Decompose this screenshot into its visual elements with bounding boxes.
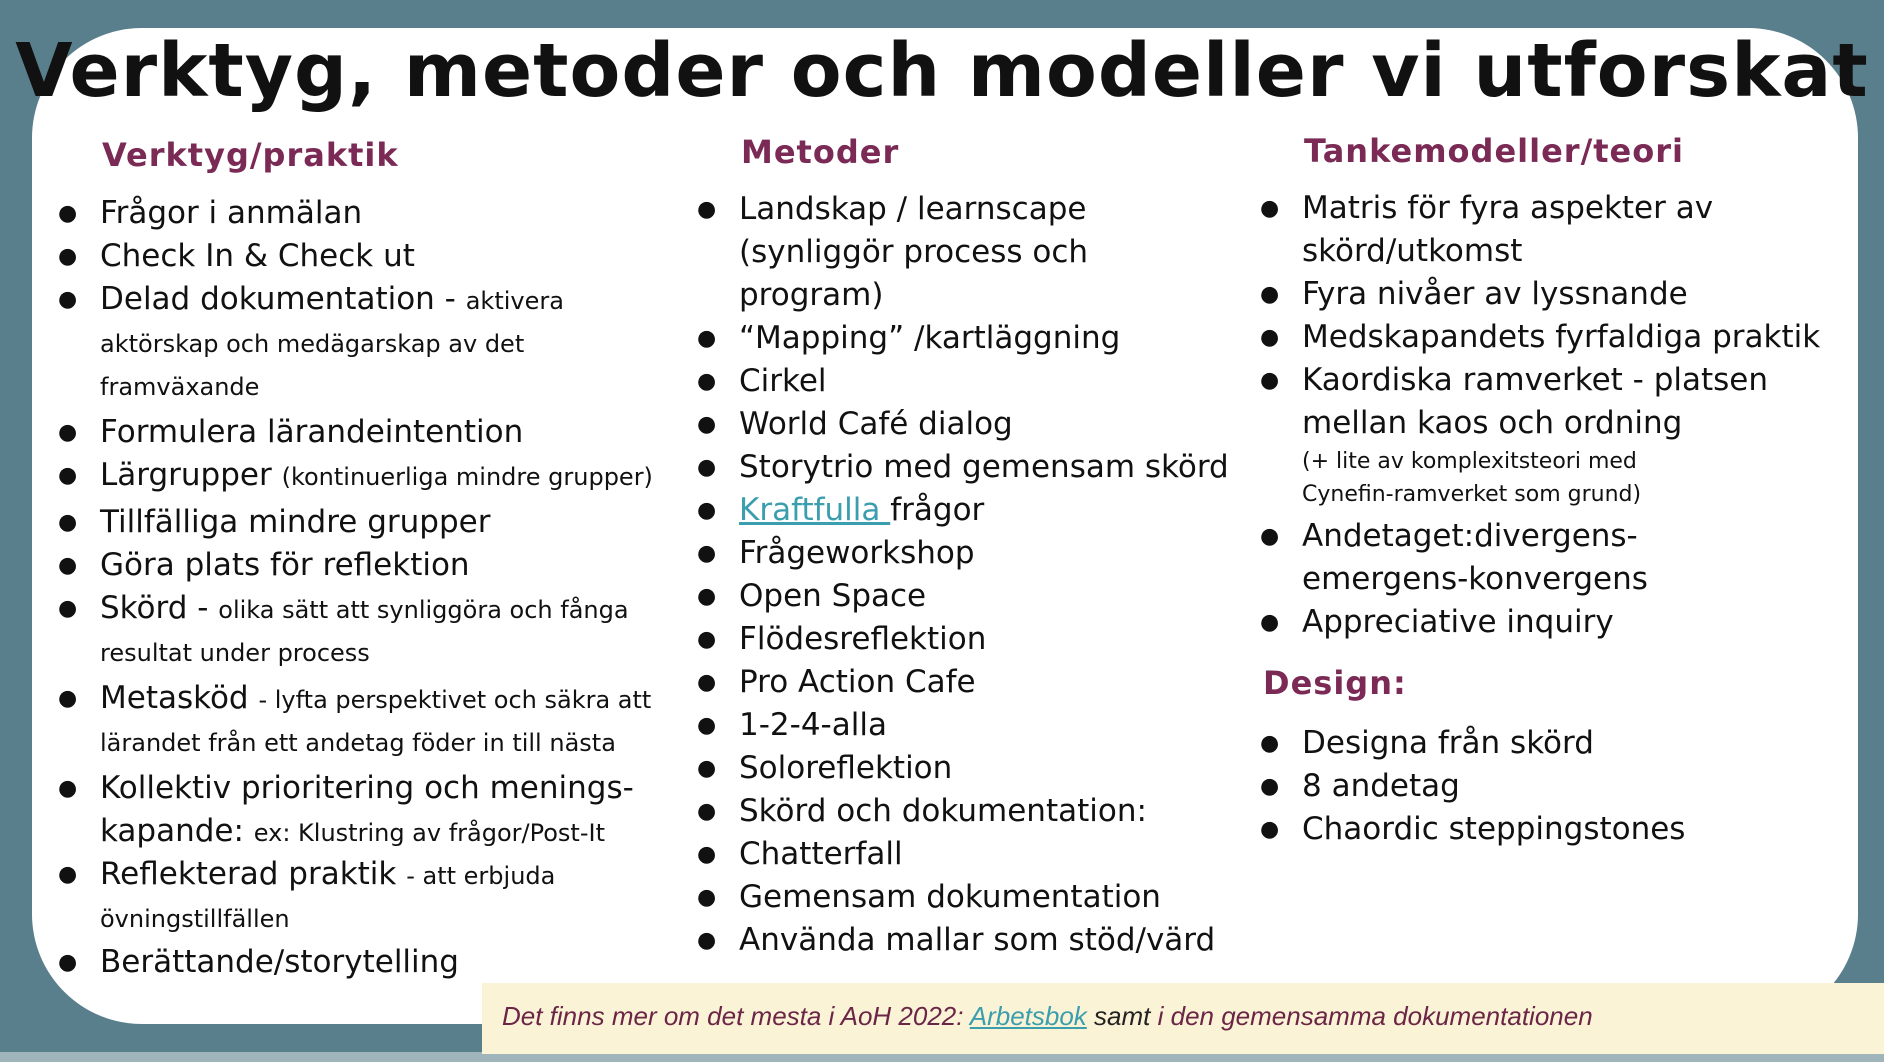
page-title: Verktyg, metoder och modeller vi utforskat [15, 28, 1869, 114]
list-item: ● Open Space [697, 575, 1257, 618]
list-item: ● Skörd och dokumentation: [697, 790, 1257, 833]
list-item: ● Lärgrupper (kontinuerliga mindre grupper) [58, 454, 658, 497]
item-note: ex: Klustring av frågor/Post-It [253, 819, 605, 847]
models-column [1260, 132, 1860, 851]
list-item: ● Flödesreflektion [697, 618, 1257, 661]
list-item: ● Skörd - olika sätt att synliggöra och fånga resultat under process [58, 587, 658, 673]
list-item: ● Formulera lärandeintention [58, 411, 658, 454]
list-item: ● Storytrio med gemensam skörd [697, 446, 1257, 489]
list-item: ● Reflekterad praktik - att erbjuda övningstillfällen [58, 853, 658, 939]
kraftfulla-link[interactable]: Kraftfulla [739, 492, 891, 528]
list-item: ● Berättande/storytelling [58, 941, 658, 984]
list-item: ● Check In & Check ut [58, 235, 658, 278]
list-item: ● Tillfälliga mindre grupper [58, 501, 658, 544]
tools-column [58, 136, 658, 984]
list-item: ● Kaordiska ramverket - platsen mellan kaos och ordning (+ lite av komplexitsteori med Cynefin-ramverket som grund) [1260, 359, 1802, 511]
list-item: ● Använda mallar som stöd/värd [697, 919, 1257, 962]
list-item: ● Andetaget:divergens- emergens-konvergens [1260, 515, 1682, 601]
list-item: ● Metasköd - lyfta perspektivet och säkra att lärandet från ett andetag föder in till nästa [58, 677, 658, 763]
list-item: ● Appreciative inquiry [1260, 601, 1860, 644]
list-item: ● Delad dokumentation - aktivera aktörskap och medägarskap av det framväxande [58, 278, 658, 407]
item-note: olika sätt att synliggöra och fånga resultat under process [100, 596, 629, 667]
list-item: ● Frågeworkshop [697, 532, 1257, 575]
list-item: ● Chaordic steppingstones [1260, 808, 1860, 851]
list-item: ● Soloreflektion [697, 747, 1257, 790]
item-note: (+ lite av komplexitsteori med Cynefin-ramverket som grund) [1302, 449, 1642, 507]
list-item: ● Gemensam dokumentation [697, 876, 1257, 919]
item-note: - lyfta perspektivet och säkra att lärandet från ett andetag föder in till nästa [100, 686, 652, 757]
methods-column [697, 133, 1257, 962]
list-item: ● 1-2-4-alla [697, 704, 1257, 747]
list-item: ● Chatterfall [697, 833, 1257, 876]
tools-heading: Verktyg/praktik [102, 136, 399, 174]
list-item: ● Landskap / learnscape (synliggör process och program) [697, 188, 1119, 317]
methods-list [697, 188, 1257, 962]
list-item: ● Frågor i anmälan [58, 192, 658, 235]
list-item: ● “Mapping” /kartläggning [697, 317, 1257, 360]
methods-heading: Metoder [741, 133, 900, 171]
tools-list [58, 192, 658, 984]
design-heading: Design: [1263, 664, 1407, 702]
list-item: ● Matris för fyra aspekter av skörd/utkomst [1260, 187, 1742, 273]
list-item: ● Medskapandets fyrfaldiga praktik [1260, 316, 1860, 359]
item-note: - att erbjuda övningstillfällen [100, 862, 556, 933]
models-list [1260, 187, 1860, 644]
list-item: ● Pro Action Cafe [697, 661, 1257, 704]
item-note: aktivera aktörskap och medägarskap av det framväxande [100, 287, 564, 401]
list-item: ● Kraftfulla frågor [697, 489, 1257, 532]
list-item: ● Kollektiv prioritering och menings-kapande: ex: Klustring av frågor/Post-It [58, 767, 658, 853]
list-item: ● Göra plats för reflektion [58, 544, 658, 587]
item-note: (kontinuerliga mindre grupper) [281, 463, 653, 491]
design-list [1260, 722, 1860, 851]
list-item: ● World Café dialog [697, 403, 1257, 446]
list-item: ● Fyra nivåer av lyssnande [1260, 273, 1860, 316]
list-item: ● Designa från skörd [1260, 722, 1860, 765]
models-heading: Tankemodeller/teori [1304, 132, 1684, 170]
footer-note: Det finns mer om det mesta i AoH 2022: Arbetsbok samt i den gemensamma dokumentationen [482, 983, 1884, 1054]
list-item: ● 8 andetag [1260, 765, 1860, 808]
arbetsbok-link[interactable]: Arbetsbok [969, 1001, 1087, 1031]
list-item: ● Cirkel [697, 360, 1257, 403]
